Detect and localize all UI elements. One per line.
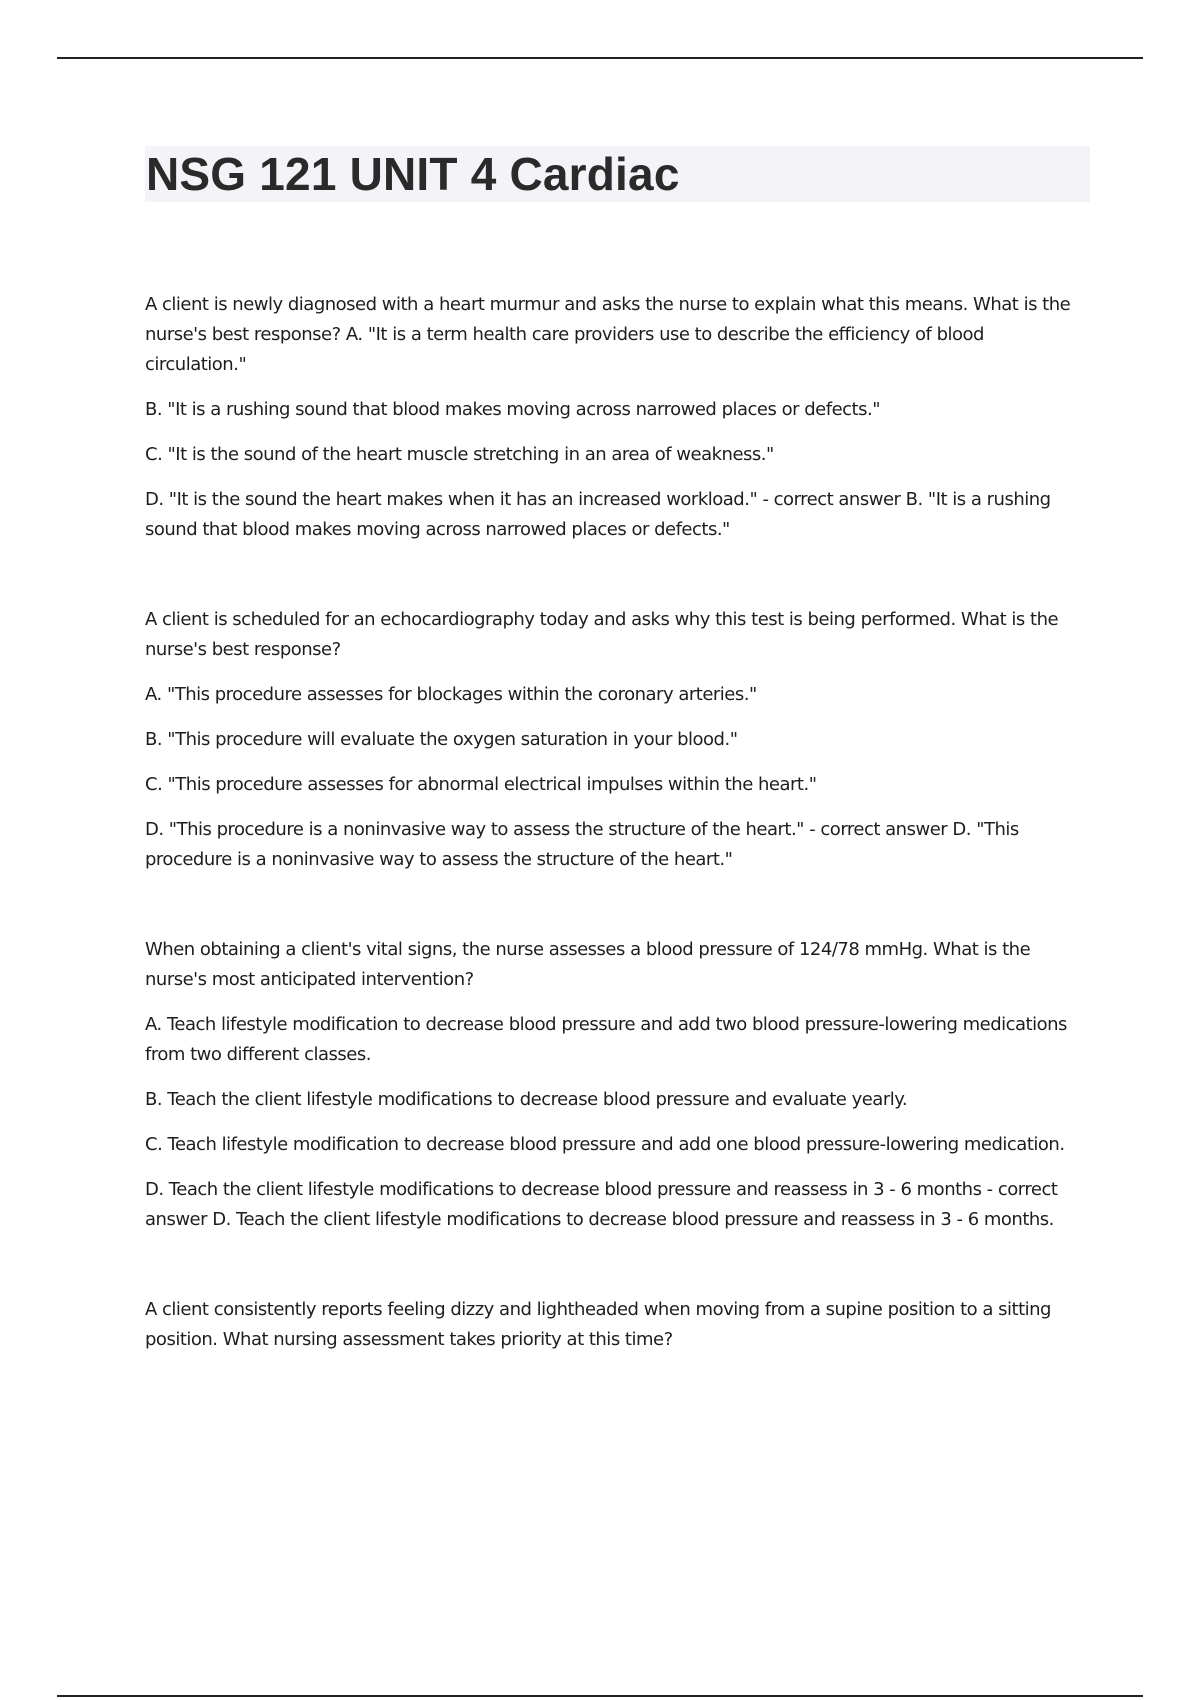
answer-option: D. "It is the sound the heart makes when it has an increased workload." - correct answer B. "It is a rushing sound that blood makes moving across narrowed places or defects." — [145, 489, 1051, 540]
answer-option: A. Teach lifestyle modification to decrease blood pressure and add two blood pressure-lowering medications from two different classes. — [145, 1014, 1067, 1065]
question-block-2 — [145, 605, 1090, 875]
answer-option: D. "This procedure is a noninvasive way to assess the structure of the heart." - correct answer D. "This procedure is a noninvasive way to assess the structure of the heart." — [145, 819, 1019, 870]
question-stem: When obtaining a client's vital signs, the nurse assesses a blood pressure of 124/78 mmHg. What is the nurse's most anticipated intervention? — [145, 939, 1031, 990]
question-block-3 — [145, 935, 1090, 1235]
question-stem: A client is newly diagnosed with a heart murmur and asks the nurse to explain what this means. What is the nurse's best response? A. "It is a term health care providers use to describe the efficiency of blood circulation." — [145, 294, 1071, 375]
bottom-divider — [57, 1695, 1143, 1697]
answer-option: C. Teach lifestyle modification to decrease blood pressure and add one blood pressure-lowering medication. — [145, 1134, 1065, 1155]
question-stem: A client consistently reports feeling dizzy and lightheaded when moving from a supine position to a sitting position. What nursing assessment takes priority at this time? — [145, 1299, 1051, 1350]
question-block-1 — [145, 290, 1090, 545]
answer-option: B. "It is a rushing sound that blood makes moving across narrowed places or defects." — [145, 399, 880, 420]
question-list — [145, 290, 1090, 1415]
answer-option: B. Teach the client lifestyle modifications to decrease blood pressure and evaluate yearly. — [145, 1089, 908, 1110]
answer-option: A. "This procedure assesses for blockages within the coronary arteries." — [145, 684, 757, 705]
question-stem: A client is scheduled for an echocardiography today and asks why this test is being performed. What is the nurse's best response? — [145, 609, 1059, 660]
answer-option: C. "It is the sound of the heart muscle stretching in an area of weakness." — [145, 444, 774, 465]
top-divider — [57, 57, 1143, 59]
answer-option: B. "This procedure will evaluate the oxygen saturation in your blood." — [145, 729, 738, 750]
answer-option: C. "This procedure assesses for abnormal electrical impulses within the heart." — [145, 774, 817, 795]
page-title: NSG 121 UNIT 4 Cardiac — [146, 148, 680, 200]
question-block-4 — [145, 1295, 1090, 1355]
answer-option: D. Teach the client lifestyle modifications to decrease blood pressure and reassess in 3 - 6 months - correct answer D. Teach the client lifestyle modifications to decrease blood pressure and reassess in 3 - 6 months. — [145, 1179, 1058, 1230]
